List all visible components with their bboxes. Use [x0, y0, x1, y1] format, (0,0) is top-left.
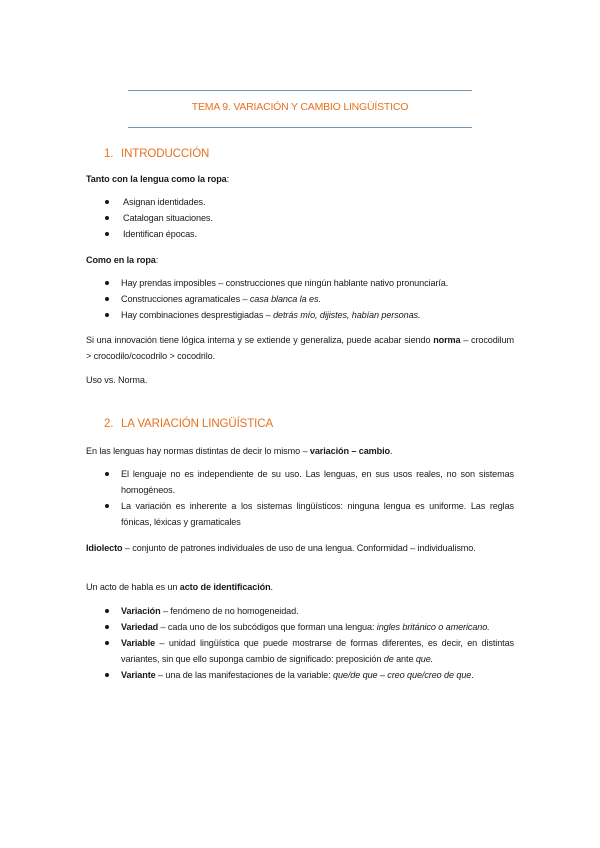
list-item [104, 291, 514, 307]
definition: – unidad lingüística que puede mostrarse de formas diferentes, es decir, en distintas variantes, sin que ello suponga cambio de significado: preposición [121, 638, 514, 664]
definition: ante [393, 654, 416, 664]
acto-de-habla-paragraph [86, 579, 514, 595]
paragraph-term: Idiolecto [86, 543, 123, 553]
definition: . [471, 670, 474, 680]
definition: – una de las manifestaciones de la variable: [155, 670, 333, 680]
lead-text: Como en la ropa [86, 255, 156, 265]
term: Variedad [121, 622, 159, 632]
paragraph-text: – crocodilum > crocodilo/cocodrilo > cocodrilo. [86, 335, 514, 361]
variation-terms-list [104, 603, 514, 683]
paragraph-term: variación – cambio [309, 446, 390, 456]
list-item [104, 307, 514, 323]
list-item: La variación es inherente a los sistemas lingüísticos: ninguna lengua es uniforme. Las reglas fónicas, léxicas y gramaticales [104, 498, 514, 530]
item-example: detrás mío, dijistes, habían personas. [273, 310, 421, 320]
document-title: TEMA 9. VARIACIÓN Y CAMBIO LINGÜÍSTICO [191, 101, 409, 113]
variation-intro-paragraph [86, 443, 514, 459]
item-text: Hay prendas imposibles – construcciones que ningún hablante nativo pronunciaría. [121, 278, 449, 288]
idiolecto-paragraph [86, 540, 514, 556]
lead-colon: : [155, 255, 159, 265]
lead-colon: : [226, 174, 230, 184]
paragraph-term: acto de identificación [179, 582, 271, 592]
section-heading-introduccion [104, 148, 209, 160]
paragraph-text: . [389, 446, 393, 456]
term: Variable [121, 638, 156, 648]
list-item: Identifican épocas. [104, 226, 514, 242]
section-title: LA VARIACIÓN LINGÜÍSTICA [121, 418, 274, 430]
intro-lead-1 [86, 171, 514, 187]
list-item [104, 603, 514, 619]
example: que. [415, 654, 434, 664]
example: que/de que – creo que/creo de que [332, 670, 472, 680]
item-example: casa blanca la es. [249, 294, 321, 304]
example: ingles británico o americano. [376, 622, 490, 632]
intro-paragraph-norma [86, 332, 514, 364]
list-item: Catalogan situaciones. [104, 210, 514, 226]
list-item [104, 275, 514, 291]
paragraph-term: norma [433, 335, 461, 345]
section-heading-variacion [104, 418, 273, 430]
intro-list-1 [104, 194, 514, 242]
title-bottom-rule [128, 127, 472, 128]
paragraph-text: Un acto de habla es un [86, 582, 180, 592]
list-item [104, 635, 514, 667]
paragraph-text: – conjunto de patrones individuales de uso de una lengua. Conformidad – individualismo. [122, 543, 476, 553]
section-number: 1. [104, 148, 114, 160]
example: de [383, 654, 394, 664]
item-text: Construcciones agramaticales – [121, 294, 250, 304]
item-text: Hay combinaciones desprestigiadas – [121, 310, 274, 320]
variation-list-1 [104, 466, 514, 530]
lead-text: Tanto con la lengua como la ropa [86, 174, 227, 184]
list-item [104, 619, 514, 635]
section-title: INTRODUCCIÓN [121, 148, 210, 160]
intro-list-2 [104, 275, 514, 323]
title-top-rule [128, 90, 472, 91]
definition: – fenómeno de no homogeneidad. [160, 606, 299, 616]
term: Variante [121, 670, 156, 680]
intro-paragraph-uso: Uso vs. Norma. [86, 375, 148, 385]
term: Variación [121, 606, 161, 616]
list-item: El lenguaje no es independiente de su uso. Las lenguas, en sus usos reales, no son sistemas homogéneos. [104, 466, 514, 498]
intro-lead-2 [86, 252, 514, 268]
list-item [104, 667, 514, 683]
definition: – cada uno de los subcódigos que forman una lengua: [158, 622, 377, 632]
paragraph-text: Si una innovación tiene lógica interna y se extiende y generaliza, puede acabar siendo [86, 335, 434, 345]
list-item: Asignan identidades. [104, 194, 514, 210]
paragraph-text: . [270, 582, 273, 592]
paragraph-text: En las lenguas hay normas distintas de decir lo mismo – [86, 446, 310, 456]
section-number: 2. [104, 418, 114, 430]
